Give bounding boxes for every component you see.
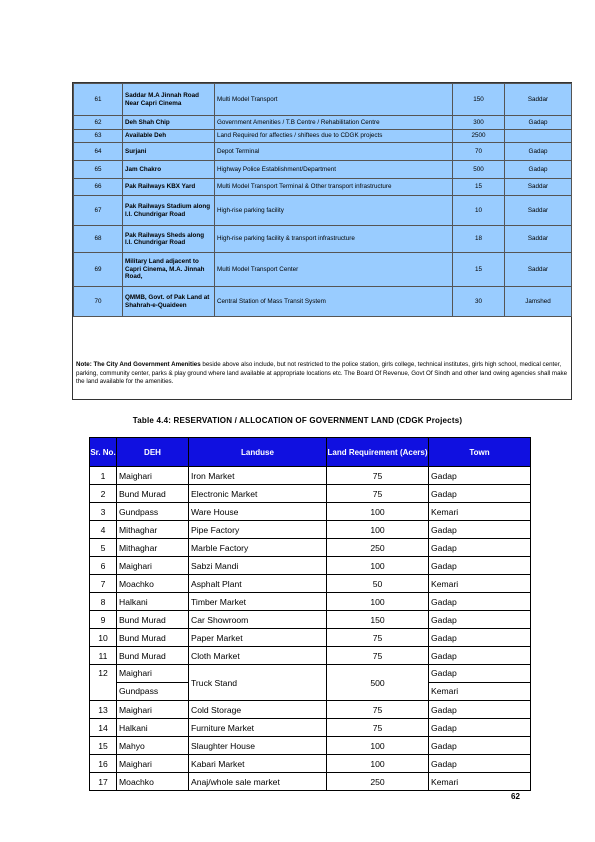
cell-sr-no: 8 (90, 593, 117, 611)
table-row (90, 593, 531, 611)
upper-table-row (74, 84, 572, 116)
cell-deh: Moachko (117, 575, 189, 593)
cell-landuse: Electronic Market (189, 485, 327, 503)
cell-deh: Moachko (117, 773, 189, 791)
cell-no: 70 (74, 287, 123, 317)
cell-sr-no: 15 (90, 737, 117, 755)
cell-area: 18 (453, 226, 505, 253)
cell-land-requirement: 75 (327, 719, 429, 737)
cell-deh: Bund Murad (117, 485, 189, 503)
cell-land-requirement: 50 (327, 575, 429, 593)
table-row (90, 611, 531, 629)
cell-land-requirement: 250 (327, 773, 429, 791)
upper-table-row (74, 116, 572, 130)
cell-land-requirement: 100 (327, 737, 429, 755)
cell-land-requirement: 75 (327, 467, 429, 485)
cell-sr-no: 12 (90, 665, 117, 701)
cell-land-requirement: 250 (327, 539, 429, 557)
cell-land-requirement: 100 (327, 503, 429, 521)
cell-deh: Mithaghar (117, 521, 189, 539)
cell-town: Gadap (429, 539, 531, 557)
cell-landuse: Iron Market (189, 467, 327, 485)
cell-town: Gadap (429, 467, 531, 485)
cell-sr-no: 4 (90, 521, 117, 539)
cell-sr-no: 16 (90, 755, 117, 773)
cell-town: Gadap (429, 485, 531, 503)
table-row (90, 557, 531, 575)
upper-table-row (74, 130, 572, 143)
cell-town-a: Gadap (429, 665, 530, 683)
header-sr-no: Sr. No. (90, 438, 117, 467)
table-row (90, 503, 531, 521)
cell-landuse: Furniture Market (189, 719, 327, 737)
cell-town: Gadap (429, 593, 531, 611)
cell-deh: Pak Railways Stadium along I.I. Chundrigar Road (123, 196, 215, 226)
cell-town: Gadap (429, 719, 531, 737)
cell-town: Kemari (429, 773, 531, 791)
cell-deh: Maighari (117, 557, 189, 575)
cell-landuse: Slaughter House (189, 737, 327, 755)
cell-land-requirement: 100 (327, 557, 429, 575)
table-row (90, 737, 531, 755)
header-land-requirement: Land Requirement (Acers) (327, 438, 429, 467)
cell-town: Gadap (429, 647, 531, 665)
cell-area: 300 (453, 116, 505, 130)
cell-no: 64 (74, 143, 123, 161)
cell-area: 15 (453, 179, 505, 196)
cell-sr-no: 3 (90, 503, 117, 521)
cell-town: Kemari (429, 503, 531, 521)
government-land-table (89, 437, 531, 791)
cell-land-requirement: 75 (327, 485, 429, 503)
cell-town: Saddar (505, 226, 572, 253)
cell-landuse: Multi Model Transport (215, 84, 453, 116)
table-row (90, 629, 531, 647)
cell-sr-no: 13 (90, 701, 117, 719)
cell-landuse: Land Required for affecties / shiftees due to CDGK projects (215, 130, 453, 143)
cell-landuse: Ware House (189, 503, 327, 521)
upper-table-row (74, 253, 572, 287)
table-header-row (90, 438, 531, 467)
cell-landuse: Timber Market (189, 593, 327, 611)
cell-landuse: Anaj/whole sale market (189, 773, 327, 791)
cell-sr-no: 14 (90, 719, 117, 737)
table-row (90, 575, 531, 593)
cell-deh: Saddar M.A Jinnah Road Near Capri Cinema (123, 84, 215, 116)
amenities-note-label: Note: The City And Government Amenities (76, 361, 201, 368)
cell-sr-no: 17 (90, 773, 117, 791)
upper-table-row (74, 143, 572, 161)
cell-deh: Available Deh (123, 130, 215, 143)
cell-town: Saddar (505, 196, 572, 226)
cell-town: Gadap (505, 116, 572, 130)
cell-deh: Jam Chakro (123, 161, 215, 179)
cell-landuse: Government Amenities / T.B Centre / Rehabilitation Centre (215, 116, 453, 130)
cell-deh: Halkani (117, 719, 189, 737)
cell-town-b: Kemari (431, 686, 459, 696)
cell-land-requirement: 100 (327, 755, 429, 773)
cell-town: Jamshed (505, 287, 572, 317)
cell-deh: Gundpass (117, 503, 189, 521)
header-town: Town (429, 438, 531, 467)
upper-table-row (74, 226, 572, 253)
cell-deh: Maighari (117, 755, 189, 773)
cell-deh: Mahyo (117, 737, 189, 755)
cell-area: 2500 (453, 130, 505, 143)
cell-sr-no: 1 (90, 467, 117, 485)
cell-town: Gadap (505, 143, 572, 161)
table-row (90, 485, 531, 503)
cell-sr-no: 11 (90, 647, 117, 665)
government-land-table-body-cont (90, 701, 531, 791)
cell-area: 70 (453, 143, 505, 161)
upper-table-row (74, 161, 572, 179)
cell-town: Saddar (505, 179, 572, 196)
cell-sr-no: 6 (90, 557, 117, 575)
cell-land-requirement: 75 (327, 647, 429, 665)
table-row (90, 701, 531, 719)
cell-town: Gadap (429, 557, 531, 575)
cell-landuse: High-rise parking facility & transport infrastructure (215, 226, 453, 253)
cell-deh-a: Maighari (117, 665, 188, 683)
cell-land-requirement: 150 (327, 611, 429, 629)
cell-landuse: Marble Factory (189, 539, 327, 557)
upper-table-row (74, 196, 572, 226)
cell-no: 66 (74, 179, 123, 196)
cell-town: Gadap (505, 161, 572, 179)
table-row (90, 647, 531, 665)
cell-deh: Surjani (123, 143, 215, 161)
cell-area: 15 (453, 253, 505, 287)
cell-landuse: Truck Stand (189, 665, 327, 701)
cell-town (429, 665, 531, 701)
cell-deh: QMMB, Govt. of Pak Land at Shahrah-e-Quaideen (123, 287, 215, 317)
cell-deh: Bund Murad (117, 629, 189, 647)
cell-land-requirement: 100 (327, 521, 429, 539)
upper-table (73, 83, 572, 317)
table-row (90, 665, 531, 701)
cell-area: 30 (453, 287, 505, 317)
cell-land-requirement: 75 (327, 629, 429, 647)
cell-area: 150 (453, 84, 505, 116)
cell-landuse: Asphalt Plant (189, 575, 327, 593)
cell-town: Gadap (429, 755, 531, 773)
cell-town: Gadap (429, 611, 531, 629)
header-deh: DEH (117, 438, 189, 467)
table-caption: Table 4.4: RESERVATION / ALLOCATION OF GOVERNMENT LAND (CDGK Projects) (132, 416, 463, 425)
table-row (90, 467, 531, 485)
cell-no: 63 (74, 130, 123, 143)
cell-area: 10 (453, 196, 505, 226)
cell-landuse: Multi Model Transport Terminal & Other transport infrastructure (215, 179, 453, 196)
cell-town: Gadap (429, 629, 531, 647)
cell-deh: Military Land adjacent to Capri Cinema, M.A. Jinnah Road, (123, 253, 215, 287)
cell-deh: Pak Railways KBX Yard (123, 179, 215, 196)
cell-town: Gadap (429, 701, 531, 719)
table-row (90, 521, 531, 539)
government-land-table-body (90, 467, 531, 665)
cell-landuse: Kabari Market (189, 755, 327, 773)
cell-landuse: Highway Police Establishment/Department (215, 161, 453, 179)
cell-no: 62 (74, 116, 123, 130)
upper-table-row (74, 179, 572, 196)
cell-no: 65 (74, 161, 123, 179)
cell-area: 500 (453, 161, 505, 179)
cell-landuse: Depot Terminal (215, 143, 453, 161)
cell-deh: Bund Murad (117, 647, 189, 665)
cell-landuse: Multi Model Transport Center (215, 253, 453, 287)
row-12-group (90, 665, 531, 701)
cell-town: Kemari (429, 575, 531, 593)
cell-deh-b: Gundpass (119, 686, 159, 696)
cell-deh: Deh Shah Chip (123, 116, 215, 130)
page-number: 62 (511, 792, 520, 801)
cell-deh: Maighari (117, 467, 189, 485)
cell-sr-no: 7 (90, 575, 117, 593)
cell-town (505, 130, 572, 143)
cell-land-requirement: 100 (327, 593, 429, 611)
cell-deh (117, 665, 189, 701)
cell-no: 69 (74, 253, 123, 287)
cell-town: Gadap (429, 521, 531, 539)
cell-no: 61 (74, 84, 123, 116)
cell-landuse: Cloth Market (189, 647, 327, 665)
cell-town: Gadap (429, 737, 531, 755)
cell-landuse: Sabzi Mandi (189, 557, 327, 575)
cell-deh: Bund Murad (117, 611, 189, 629)
cell-town: Saddar (505, 253, 572, 287)
cell-deh: Maighari (117, 701, 189, 719)
upper-table-body (74, 84, 572, 317)
cell-sr-no: 9 (90, 611, 117, 629)
cell-sr-no: 5 (90, 539, 117, 557)
cell-deh: Halkani (117, 593, 189, 611)
cell-land-requirement: 75 (327, 701, 429, 719)
amenities-note-text: beside above also include, but not restricted to the police station, girls college, technical institutes, girls high school, medical center, parking, community center, parks & play ground where land available at appropriate locations etc. The Board Of Revenue, Govt Of Sindh and other land owing agencies shall make the land available for the amenities. (76, 361, 568, 386)
upper-table-frame (72, 82, 572, 400)
table-row (90, 773, 531, 791)
cell-landuse: High-rise parking facility (215, 196, 453, 226)
cell-sr-no: 10 (90, 629, 117, 647)
table-row (90, 719, 531, 737)
header-landuse: Landuse (189, 438, 327, 467)
cell-sr-no: 2 (90, 485, 117, 503)
cell-no: 67 (74, 196, 123, 226)
cell-landuse: Cold Storage (189, 701, 327, 719)
cell-landuse: Pipe Factory (189, 521, 327, 539)
table-row (90, 539, 531, 557)
cell-deh: Mithaghar (117, 539, 189, 557)
cell-town: Saddar (505, 84, 572, 116)
upper-table-row (74, 287, 572, 317)
cell-deh: Pak Railways Sheds along I.I. Chundrigar Road (123, 226, 215, 253)
cell-landuse: Paper Market (189, 629, 327, 647)
table-row (90, 755, 531, 773)
cell-landuse: Central Station of Mass Transit System (215, 287, 453, 317)
cell-land-requirement: 500 (327, 665, 429, 701)
cell-no: 68 (74, 226, 123, 253)
cell-landuse: Car Showroom (189, 611, 327, 629)
amenities-note (76, 361, 568, 387)
